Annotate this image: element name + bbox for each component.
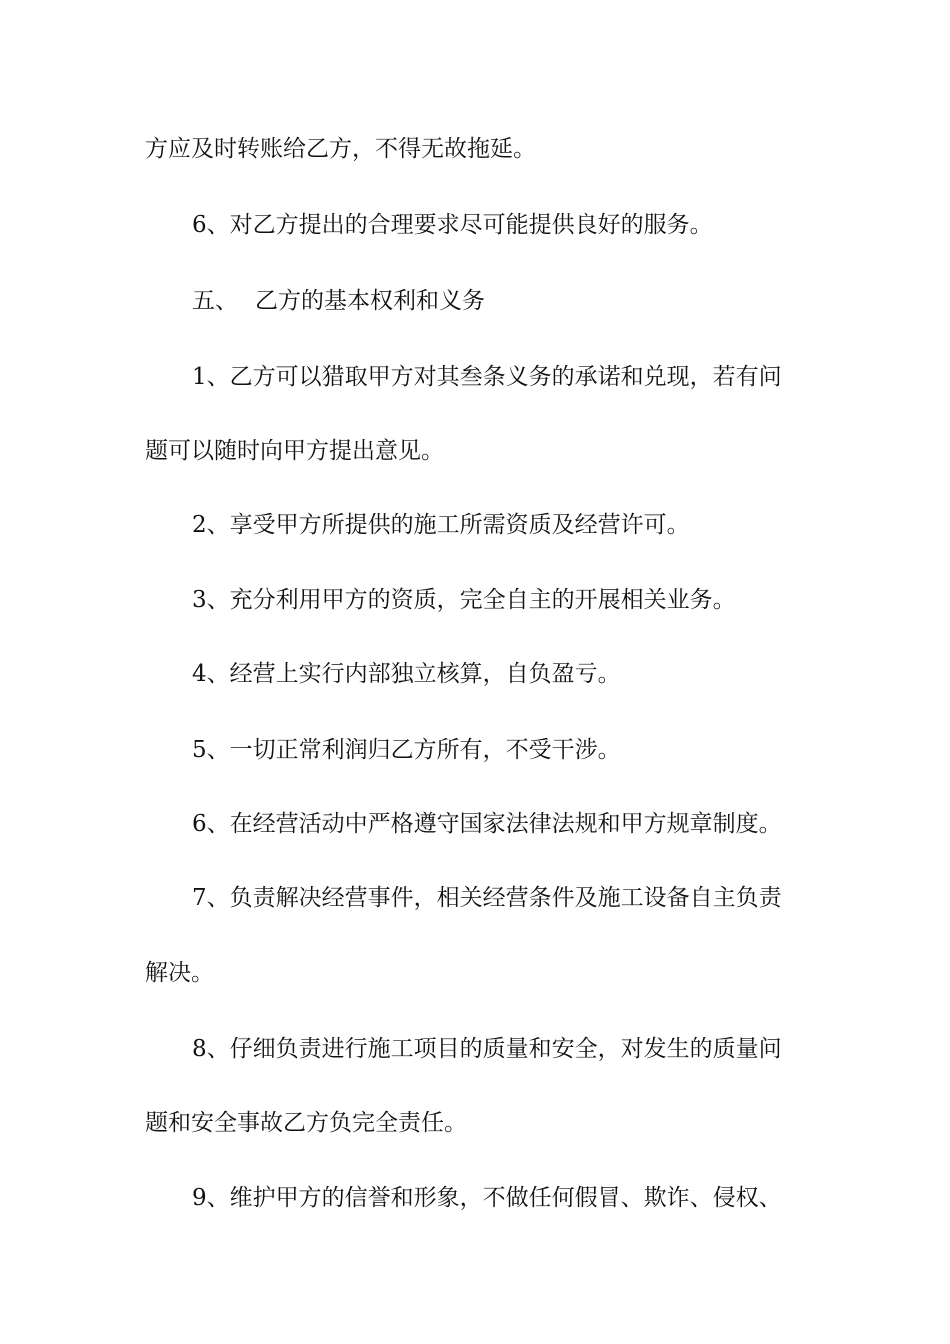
paragraph-line: 7、负责解决经营事件，相关经营条件及施工设备自主负责 <box>192 885 782 911</box>
paragraph-line: 方应及时转账给乙方，不得无故拖延。 <box>145 136 536 162</box>
paragraph-line: 1、乙方可以猎取甲方对其叁条义务的承诺和兑现，若有问 <box>192 364 782 390</box>
paragraph-line: 6、对乙方提出的合理要求尽可能提供良好的服务。 <box>192 212 713 238</box>
paragraph-line: 8、仔细负责进行施工项目的质量和安全，对发生的质量问 <box>192 1036 782 1062</box>
paragraph-line: 6、在经营活动中严格遵守国家法律法规和甲方规章制度。 <box>192 811 782 837</box>
paragraph-line: 3、充分利用甲方的资质，完全自主的开展相关业务。 <box>192 587 736 613</box>
paragraph-line: 题可以随时向甲方提出意见。 <box>145 438 444 464</box>
paragraph-line: 2、享受甲方所提供的施工所需资质及经营许可。 <box>192 512 690 538</box>
paragraph-line: 题和安全事故乙方负完全责任。 <box>145 1110 467 1136</box>
paragraph-line: 9、维护甲方的信誉和形象，不做任何假冒、欺诈、侵权、 <box>192 1185 782 1211</box>
section-heading-title: 乙方的基本权利和义务 <box>255 288 485 314</box>
section-heading-number: 五、 <box>192 288 238 314</box>
paragraph-line: 4、经营上实行内部独立核算，自负盈亏。 <box>192 661 621 687</box>
paragraph-line: 5、一切正常利润归乙方所有，不受干涉。 <box>192 737 621 763</box>
paragraph-line: 解决。 <box>145 960 214 986</box>
